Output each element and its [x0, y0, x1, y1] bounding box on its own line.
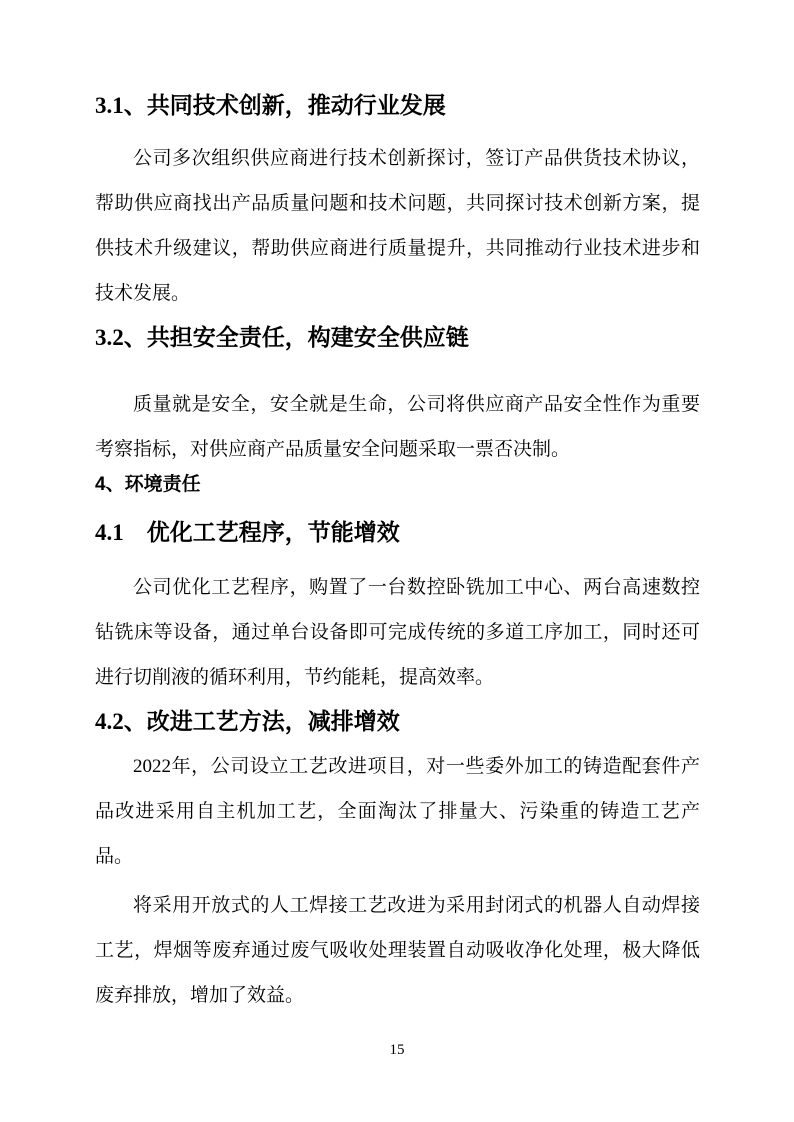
section-heading-4-2: 4.2、改进工艺方法，减排增效 — [95, 709, 400, 734]
section-heading-3-1: 3.1、共同技术创新，推动行业发展 — [95, 93, 446, 118]
paragraph-process-improvement-2022: 2022年，公司设立工艺改进项目，对一些委外加工的铸造配套件产品改进采用自主机加工艺，全面淘汰了排量大、污染重的铸造工艺产品。 — [95, 756, 700, 867]
section-heading-3-2: 3.2、共担安全责任，构建安全供应链 — [95, 325, 469, 350]
paragraph-welding-process: 将采用开放式的人工焊接工艺改进为采用封闭式的机器人自动焊接工艺，焊烟等废弃通过废气吸收处理装置自动吸收净化处理，极大降低废弃排放，增加了效益。 — [95, 895, 700, 1006]
paragraph-supplier-innovation: 公司多次组织供应商进行技术创新探讨，签订产品供货技术协议，帮助供应商找出产品质量问题和技术问题，共同探讨技术创新方案，提供技术升级建议，帮助供应商进行质量提升，共同推动行业技术进步和技术发展。 — [95, 148, 700, 304]
section-heading-4-1: 4.1 优化工艺程序，节能增效 — [95, 520, 400, 545]
section-heading-4: 4、环境责任 — [95, 474, 201, 495]
page-number: 15 — [389, 1042, 405, 1058]
paragraph-quality-safety: 质量就是安全，安全就是生命，公司将供应商产品安全性作为重要考察指标，对供应商产品质量安全问题采取一票否决制。 — [95, 394, 700, 460]
paragraph-process-optimization: 公司优化工艺程序，购置了一台数控卧铣加工中心、两台高速数控钻铣床等设备，通过单台设备即可完成传统的多道工序加工，同时还可进行切削液的循环利用，节约能耗，提高效率。 — [95, 577, 700, 688]
